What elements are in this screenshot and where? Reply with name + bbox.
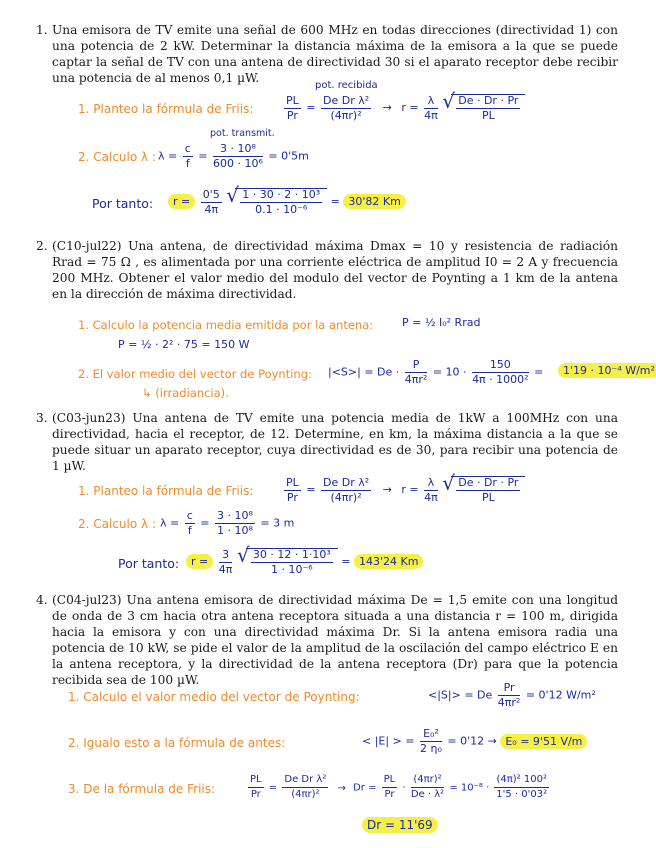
fraction-denominator: (4πr)² — [330, 108, 362, 122]
problem-number: 4. — [36, 593, 48, 607]
fraction-denominator: Pr — [286, 490, 298, 504]
sol2-step1-label: 1. Calculo la potencia media emitida por la antena: — [78, 318, 374, 332]
fraction-numerator: E₀² — [420, 728, 442, 742]
r-equals: r = — [186, 554, 213, 569]
fraction-numerator: c — [184, 142, 191, 155]
sol1-step2-label: 2. Calculo λ : — [78, 150, 156, 164]
fraction-denominator: 4π · 1000² — [472, 373, 529, 386]
equals-sign: = — [198, 149, 208, 163]
lambda-equals: λ = — [158, 149, 178, 163]
sol4-efield — [362, 728, 587, 755]
fraction-numerator: PL — [286, 475, 299, 489]
fraction-denominator: De · λ² — [410, 789, 445, 800]
fraction-numerator: De Dr λ² — [282, 774, 328, 788]
sol1-note-recibida: pot. recibida — [315, 80, 378, 91]
fraction-denominator: f — [185, 157, 190, 170]
result-value: Dr = 11'69 — [362, 817, 438, 833]
fraction-denominator: PL — [481, 109, 495, 122]
square-root — [246, 548, 338, 576]
fraction-denominator: 4πr² — [404, 373, 428, 386]
problem-1 — [38, 22, 618, 86]
sol2-step1-formula: P = ½ I₀² Rrad — [402, 316, 481, 329]
efield-lhs: < |E| > = — [362, 734, 415, 748]
fraction-numerator: (4πr)² — [411, 774, 444, 788]
square-root — [451, 476, 525, 504]
r-equals: r = — [168, 194, 195, 209]
lambda-result: = 3 m — [260, 516, 295, 530]
fraction-numerator: (4π)² 100² — [494, 774, 548, 788]
fraction-numerator: PL — [286, 93, 299, 107]
dr-mid: = 10⁻⁸ · — [449, 782, 490, 794]
problem-text: (C10-jul22) Una antena, de directividad máxima Dmax = 10 y resistencia de radiación Rrad = 75 Ω , es alimentada por una corriente eléctrica de amplitud I0 = 2 A y frecuencia 200 MHz. Obtener el valor medio del modulo del vector de Poynting a 1 km de la antena en la dirección de máxima directividad. — [52, 239, 618, 301]
fraction-numerator: 3 · 10⁸ — [213, 143, 263, 157]
fraction-denominator: 4π — [204, 202, 219, 216]
sol1-result — [168, 188, 406, 216]
sol4-friis: $\frac{PL}{Pr}$ = $\frac{\text{De Dr λ²}}{\text{(4πr)²}}$ → Dr = $\frac{PL}{Pr}$ · $\frac{\text{(4πr)²}}{\text{De · λ²}}$ = 10⁻⁸ · $\frac{\text{(4π)² 100²}}{\text{1'5 · 0'03²}}$ — [250, 774, 548, 800]
fraction-numerator: PL — [248, 774, 264, 788]
equals-sign: = — [534, 365, 544, 379]
fraction-denominator: PL — [481, 491, 495, 504]
problem-text: Una emisora de TV emite una señal de 600 MHz en todas direcciones (directividad 1) con una potencia de 2 kW. Determinar la distancia máxima de la emisora a la que se puede captar la señal de TV con una antena de directividad 30 si el aparato receptor debe recibir una potencia de al menos 0,1 µW. — [52, 23, 618, 85]
result-value: 30'82 Km — [343, 194, 405, 209]
lambda-equals: λ = — [160, 516, 180, 530]
poynting-mid: = 10 · — [432, 365, 467, 379]
sol3-friis — [282, 476, 525, 504]
sol2-irradiance-note: ↳ (irradiancia). — [142, 386, 229, 400]
poynting-result: = 0'12 W/m² — [525, 688, 596, 702]
sol1-lambda — [158, 143, 309, 170]
fraction-denominator: 2 η₀ — [420, 742, 442, 755]
fraction-numerator: 3 — [219, 549, 233, 563]
fraction-numerator: √ De · Dr · Pr — [458, 476, 519, 489]
problem-number: 2. — [36, 239, 48, 253]
r-equals: r = — [401, 483, 419, 496]
result-value: 1'19 · 10⁻⁴ W/m² — [558, 363, 656, 378]
sol1-result-label: Por tanto: — [92, 196, 154, 211]
sol3-step1-label: 1. Planteo la fórmula de Friis: — [78, 484, 254, 498]
problem-text: (C04-jul23) Una antena emisora de directividad máxima De = 1,5 emite con una longitud de onda de 3 cm hacia otra antena receptora situada a una distancia r = 100 m, dirigida hacia la emisora y con una directividad máxima Dr. Si la antena emisora radia una potencia de 10 kW, se pide el valor de la amplitud de la oscilación del campo eléctrico E en la antena receptora, y la directividad de la antena receptora (Dr) para que la potencia recibida sea de 100 µW. — [52, 593, 618, 687]
arrow-icon: → — [382, 483, 392, 496]
sol4-step3-label: 3. De la fórmula de Friis: — [68, 782, 216, 796]
sol3-step2-label: 2. Calculo λ : — [78, 517, 156, 531]
fraction-numerator: 150 — [472, 359, 529, 373]
square-root — [235, 188, 327, 216]
fraction-denominator: 1'5 · 0'03² — [496, 789, 548, 800]
fraction-denominator: 1 · 10⁻⁶ — [270, 563, 313, 576]
r-equals: r = — [401, 101, 419, 114]
fraction-numerator: 0'5 — [202, 187, 220, 201]
sol2-step2-label: 2. El valor medio del vector de Poynting: — [78, 367, 312, 381]
efield-result: E₀ = 9'51 V/m — [500, 734, 587, 749]
problem-number: 3. — [36, 411, 48, 425]
efield-mid: = 0'12 → — [447, 734, 497, 748]
sol4-result — [362, 818, 438, 832]
sol4-poynting — [428, 682, 596, 709]
problem-2 — [38, 238, 618, 302]
fraction-numerator: 3 · 10⁸ — [217, 509, 253, 522]
square-root — [451, 94, 525, 122]
fraction-numerator: PL — [382, 774, 398, 788]
fraction-denominator: f — [187, 524, 192, 537]
fraction-numerator: c — [186, 509, 193, 522]
fraction-numerator: √ 1 · 30 · 2 · 10³ — [242, 188, 321, 201]
sol2-poynting — [328, 359, 543, 386]
dr-equals: Dr = — [353, 782, 377, 794]
arrow-icon: → — [382, 101, 392, 114]
fraction-denominator: 4π — [424, 490, 438, 504]
fraction-numerator: √ 30 · 12 · 1·10³ — [252, 548, 331, 561]
result-value: 143'24 Km — [354, 554, 423, 569]
sol1-note-transmit: pot. transmit. — [210, 128, 275, 139]
equals-sign: = — [306, 483, 316, 496]
sol3-result-label: Por tanto: — [118, 556, 180, 571]
fraction-denominator: Pr — [384, 789, 395, 800]
sol4-step2-label: 2. Igualo esto a la fórmula de antes: — [68, 736, 286, 750]
poynting-lhs: <|S|> = De — [428, 688, 493, 702]
lambda-result: = 0'5m — [268, 149, 309, 163]
fraction-denominator: 4π — [218, 562, 233, 576]
sol3-lambda — [160, 510, 294, 537]
fraction-denominator: 0.1 · 10⁻⁶ — [255, 203, 308, 216]
sol4-step1-label: 1. Calculo el valor medio del vector de Poynting: — [68, 690, 360, 704]
fraction-numerator: Pr — [498, 682, 521, 696]
fraction-numerator: P — [405, 359, 428, 373]
problem-number: 1. — [36, 23, 48, 37]
sol1-step1-label: 1. Planteo la fórmula de Friis: — [78, 102, 254, 116]
problem-3 — [38, 410, 618, 474]
sol2-result — [558, 364, 656, 377]
fraction-denominator: (4πr)² — [330, 490, 362, 504]
problem-text: (C03-jun23) Una antena de TV emite una potencia media de 1kW a 100MHz con una directividad, hacia el receptor, de 12. Determine, en km, la máxima distancia a la que se puede situar un aparato receptor, cuya directividad es de 30, para recibir una potencia de 1 µW. — [52, 411, 618, 473]
sol3-result — [186, 548, 423, 576]
fraction-numerator: √ De · Dr · Pr — [458, 94, 519, 107]
equals-sign: = — [268, 782, 278, 794]
fraction-denominator: Pr — [250, 789, 261, 800]
sol2-step1-calc: P = ½ · 2² · 75 = 150 W — [118, 338, 250, 351]
equals-sign: = — [330, 195, 340, 208]
equals-sign: = — [306, 101, 316, 114]
equals-sign: = — [341, 555, 351, 568]
fraction-numerator: λ — [424, 95, 438, 109]
fraction-numerator: λ — [424, 477, 438, 491]
arrow-icon: → — [337, 782, 346, 794]
fraction-denominator: Pr — [286, 108, 298, 122]
equals-sign: = — [200, 516, 210, 530]
fraction-denominator: (4πr)² — [291, 789, 320, 800]
fraction-denominator: 4π — [424, 108, 438, 122]
problem-4 — [38, 592, 618, 688]
fraction-denominator: 600 · 10⁶ — [213, 157, 263, 170]
poynting-lhs: |<S>| = De · — [328, 365, 400, 379]
fraction-denominator: 4πr² — [497, 696, 521, 709]
fraction-numerator: De Dr λ² — [322, 475, 370, 489]
fraction-numerator: De Dr λ² — [322, 93, 370, 107]
sol1-friis — [282, 94, 525, 122]
fraction-denominator: 1 · 10⁸ — [217, 524, 253, 537]
